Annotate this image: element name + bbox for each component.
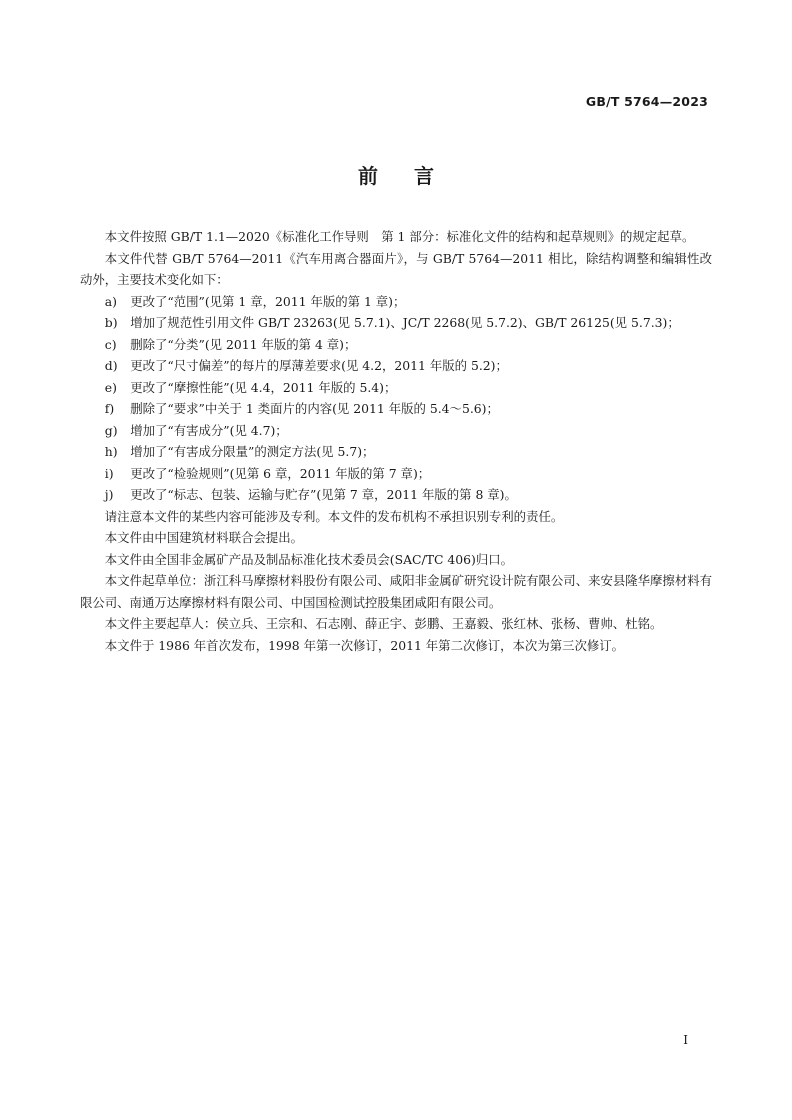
list-item	[80, 484, 712, 506]
list-item-text: 更改了“标志、包装、运输与贮存”(见第 7 章，2011 年版的第 8 章)。	[130, 487, 517, 502]
list-marker: d)	[104, 358, 118, 373]
list-marker: g)	[104, 422, 118, 438]
list-item	[80, 334, 712, 356]
list-item	[80, 312, 712, 334]
list-item	[80, 355, 712, 377]
paragraph-proposer: 本文件由中国建筑材料联合会提出。	[104, 530, 304, 545]
list-marker: i)	[104, 465, 114, 481]
list-marker: b)	[104, 315, 118, 330]
list-item-text: 删除了“要求”中关于 1 类面片的内容(见 2011 年版的 5.4～5.6)；	[130, 401, 499, 416]
list-item-text: 增加了“有害成分限量”的测定方法(见 5.7)；	[130, 444, 375, 459]
paragraph-drafting-units: 本文件起草单位：浙江科马摩擦材料股份有限公司、咸阳非金属矿研究设计院有限公司、来安县隆华摩擦材料有限公司、南通万达摩擦材料有限公司、中国国检测试控股集团咸阳有限公司。	[80, 573, 712, 610]
list-item-text: 增加了规范性引用文件 GB/T 23263(见 5.7.1)、JC/T 2268(见 5.7.2)、GB/T 26125(见 5.7.3)；	[130, 315, 680, 330]
list-item	[80, 377, 712, 399]
page-number: I	[683, 1033, 688, 1047]
list-item	[80, 291, 712, 313]
list-marker: h)	[104, 444, 118, 459]
list-marker: c)	[104, 336, 117, 352]
list-item	[80, 420, 712, 442]
list-item-text: 更改了“尺寸偏差”的每片的厚薄差要求(见 4.2，2011 年版的 5.2)；	[130, 358, 508, 373]
paragraph-patent-notice: 请注意本文件的某些内容可能涉及专利。本文件的发布机构不承担识别专利的责任。	[104, 508, 564, 524]
paragraph-history: 本文件于 1986 年首次发布，1998 年第一次修订，2011 年第二次修订，本次为第三次修订。	[104, 637, 625, 653]
list-marker: a)	[104, 293, 118, 309]
list-marker: j)	[104, 487, 114, 502]
paragraph-replacement: 本文件代替 GB/T 5764—2011《汽车用离合器面片》，与 GB/T 5764—2011 相比，除结构调整和编辑性改动外，主要技术变化如下：	[80, 250, 712, 287]
list-marker: e)	[104, 379, 117, 395]
list-item-text: 更改了“范围”(见第 1 章，2011 年版的第 1 章)；	[130, 293, 406, 309]
paragraph-committee: 本文件由全国非金属矿产品及制品标准化技术委员会(SAC/TC 406)归口。	[104, 551, 514, 567]
list-item-text: 删除了“分类”(见 2011 年版的第 4 章)；	[130, 336, 357, 352]
page-title: 前言	[358, 164, 470, 188]
list-item-text: 增加了“有害成分”(见 4.7)；	[130, 422, 288, 438]
list-item	[80, 398, 712, 420]
list-marker: f)	[104, 401, 115, 416]
list-item	[80, 441, 712, 463]
list-item	[80, 463, 712, 485]
foreword-body	[80, 226, 712, 656]
list-item-text: 更改了“摩擦性能”(见 4.4，2011 年版的 5.4)；	[130, 379, 397, 395]
paragraph-drafters: 本文件主要起草人：侯立兵、王宗和、石志刚、薛正宇、彭鹏、王嘉毅、张红林、张杨、曹帅、杜铭。	[104, 616, 663, 631]
paragraph-drafting-rules: 本文件按照 GB/T 1.1—2020《标准化工作导则 第 1 部分：标准化文件的结构和起草规则》的规定起草。	[104, 229, 695, 244]
changes-list	[80, 291, 712, 506]
standard-number: GB/T 5764—2023	[585, 94, 708, 109]
list-item-text: 更改了“检验规则”(见第 6 章，2011 年版的第 7 章)；	[130, 465, 431, 481]
